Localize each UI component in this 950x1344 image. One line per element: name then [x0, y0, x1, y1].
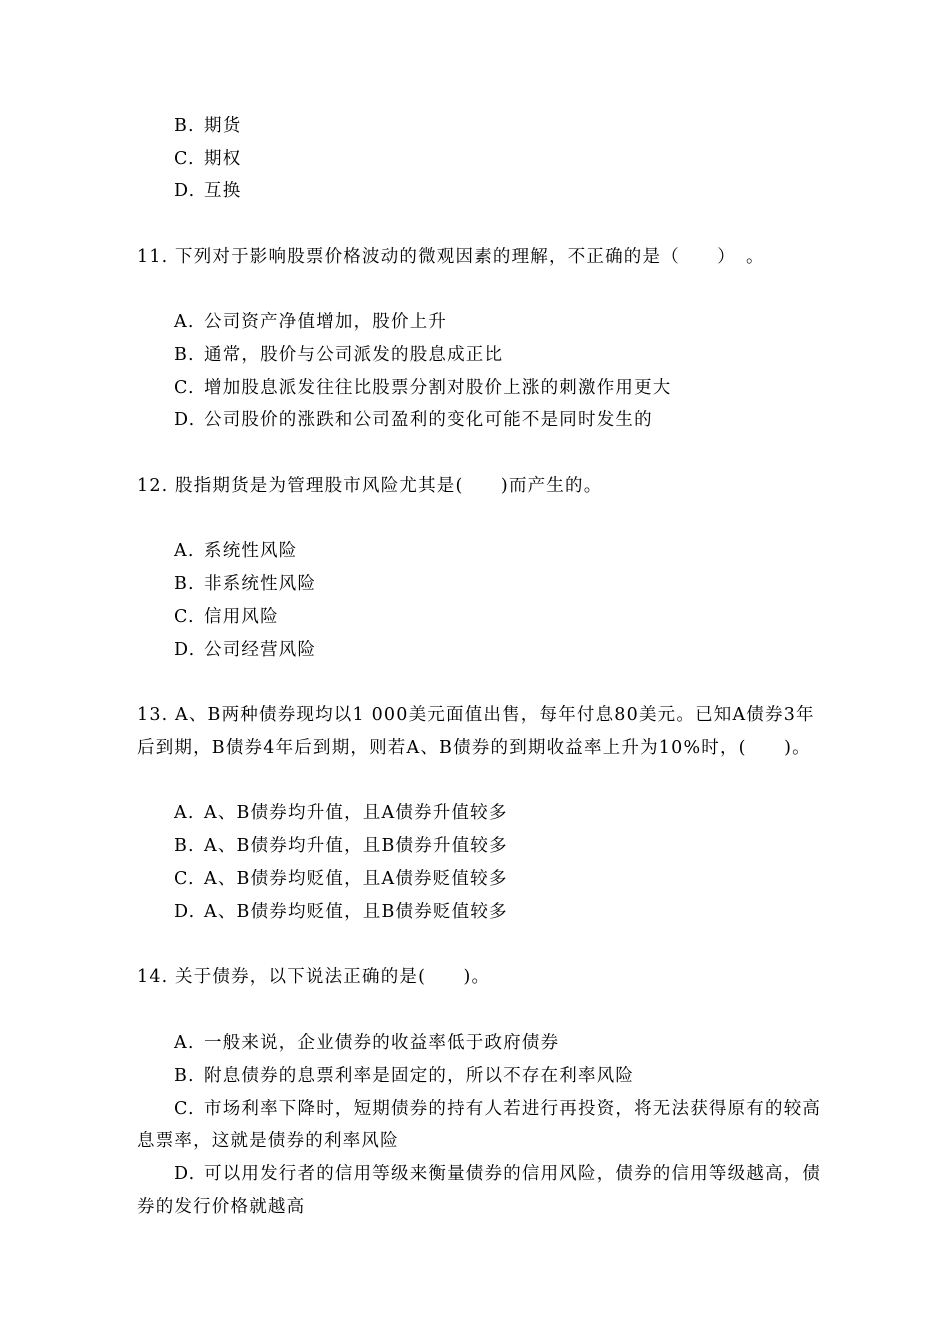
- option-label: D.: [174, 902, 196, 922]
- option-text: A、B债券均贬值，且A债券贬值较多: [204, 869, 508, 889]
- option-text-line2: 券的发行价格就越高: [137, 1197, 306, 1217]
- option-label: C.: [174, 149, 195, 169]
- q14-option-c: [174, 1098, 821, 1120]
- question-13: [137, 704, 815, 726]
- q12-option-c: [174, 606, 279, 628]
- q11-option-c: [174, 377, 672, 399]
- option-text: 通常，股价与公司派发的股息成正比: [204, 345, 504, 365]
- option-text-line1: 市场利率下降时，短期债券的持有人若进行再投资，将无法获得原有的较高: [204, 1099, 822, 1119]
- option-label: B.: [174, 345, 195, 365]
- option-text: A、B债券均贬值，且B债券贬值较多: [204, 902, 508, 922]
- q12-option-b: [174, 573, 316, 595]
- q14-option-d: [174, 1163, 821, 1185]
- option-text: 公司经营风险: [204, 640, 317, 660]
- q11-option-a: [174, 311, 447, 333]
- option-text: A、B债券均升值，且A债券升值较多: [204, 803, 508, 823]
- option-text: 系统性风险: [204, 541, 298, 561]
- option-label: D.: [174, 410, 196, 430]
- option-label: C.: [174, 1099, 195, 1119]
- option-text: 期权: [204, 149, 242, 169]
- option-b-futures: [174, 115, 241, 137]
- q14-option-d-line2: [137, 1196, 305, 1218]
- option-label: B.: [174, 116, 195, 136]
- q12-option-d: [174, 639, 316, 661]
- q14-option-c-line2: [137, 1130, 399, 1152]
- option-text: 非系统性风险: [204, 574, 317, 594]
- option-text: 互换: [204, 181, 242, 201]
- option-label: A.: [174, 803, 195, 823]
- option-text: 公司股价的涨跌和公司盈利的变化可能不是同时发生的: [204, 410, 653, 430]
- option-label: C.: [174, 869, 195, 889]
- question-11: [137, 246, 765, 268]
- q13-option-c: [174, 868, 508, 890]
- option-text: 信用风险: [204, 607, 279, 627]
- option-c-options: [174, 148, 241, 170]
- option-text-line1: 可以用发行者的信用等级来衡量债券的信用风险，债券的信用等级越高，债: [204, 1164, 822, 1184]
- option-label: B.: [174, 836, 195, 856]
- option-label: A.: [174, 1033, 195, 1053]
- q14-option-b: [174, 1065, 634, 1087]
- question-text-line2: 后到期，B债券4年后到期，则若A、B债券的到期收益率上升为10%时，( )。: [137, 738, 811, 758]
- question-number: 12.: [137, 476, 169, 496]
- option-text: A、B债券均升值，且B债券升值较多: [204, 836, 508, 856]
- question-number: 13.: [137, 705, 169, 725]
- question-number: 14.: [137, 967, 169, 987]
- q12-option-a: [174, 540, 298, 562]
- option-label: A.: [174, 312, 195, 332]
- option-text: 期货: [204, 116, 242, 136]
- option-label: C.: [174, 607, 195, 627]
- option-text: 一般来说，企业债券的收益率低于政府债券: [204, 1033, 560, 1053]
- question-number: 11.: [137, 247, 169, 267]
- q13-option-b: [174, 835, 508, 857]
- q11-option-d: [174, 409, 653, 431]
- option-text: 公司资产净值增加，股价上升: [204, 312, 448, 332]
- option-label: C.: [174, 378, 195, 398]
- question-text: 下列对于影响股票价格波动的微观因素的理解，不正确的是（ ） 。: [175, 247, 765, 267]
- question-12: [137, 475, 602, 497]
- option-label: B.: [174, 1066, 195, 1086]
- q14-option-a: [174, 1032, 559, 1054]
- q13-option-a: [174, 802, 508, 824]
- option-d-swap: [174, 180, 241, 202]
- option-label: D.: [174, 1164, 196, 1184]
- question-text: 股指期货是为管理股市风险尤其是( )而产生的。: [175, 476, 603, 496]
- option-text: 附息债券的息票利率是固定的，所以不存在利率风险: [204, 1066, 635, 1086]
- q13-option-d: [174, 901, 508, 923]
- question-13-line2: [137, 737, 811, 759]
- question-14: [137, 966, 490, 988]
- option-label: B.: [174, 574, 195, 594]
- option-label: A.: [174, 541, 195, 561]
- option-text: 增加股息派发往往比股票分割对股价上涨的刺激作用更大: [204, 378, 672, 398]
- option-label: D.: [174, 181, 196, 201]
- option-label: D.: [174, 640, 196, 660]
- question-text-line1: A、B两种债券现均以1 000美元面值出售，每年付息80美元。已知A债券3年: [175, 705, 815, 725]
- question-text: 关于债券，以下说法正确的是( )。: [175, 967, 491, 987]
- option-text-line2: 息票率，这就是债券的利率风险: [137, 1131, 399, 1151]
- q11-option-b: [174, 344, 503, 366]
